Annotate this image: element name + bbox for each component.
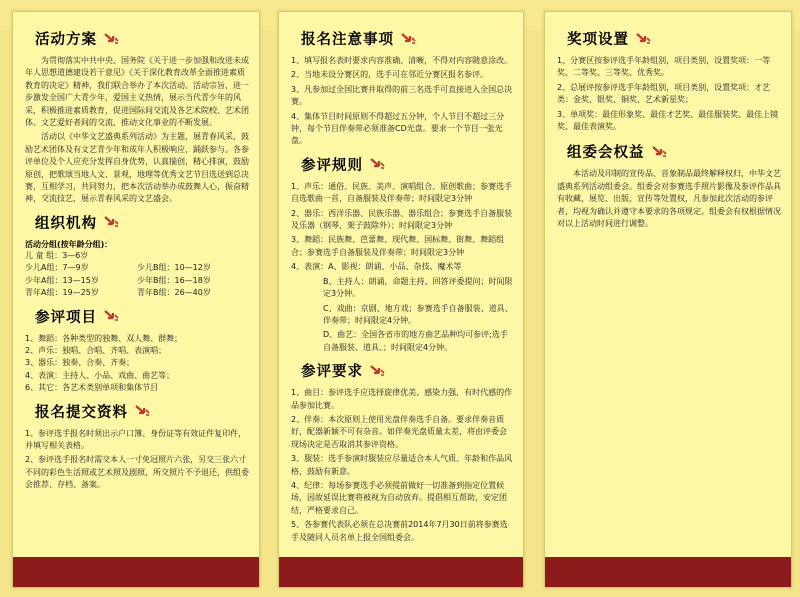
list-item: 1、舞蹈：各种类型的独舞、双人舞、群舞； bbox=[25, 333, 183, 343]
heading-organization: 组织机构 bbox=[35, 215, 97, 232]
list-item: 少儿B组：10—12岁 bbox=[137, 263, 211, 273]
section-heading bbox=[35, 28, 249, 49]
paragraph: 活动以《中华文艺盛典系列活动》为主题，展青春风采，鼓励艺术团体及有文艺青少年和成年人积极响应，踊跃参与。各参评单位及个人应充分发挥自身优势，认真揣创，精心排演，鼓励原创，把歌颂当地人文、景观，地理等优秀文艺节目选送到总决赛，互相学习，共同努力，把本次活动举办成鼓舞人心，振奋精神，交流技艺，展示青春风采的文艺盛会。 bbox=[25, 132, 249, 204]
panel-right bbox=[544, 11, 792, 588]
arrow-icon bbox=[103, 33, 119, 45]
age-group-subtitle: 活动分组(按年龄分组)： bbox=[25, 239, 113, 249]
heading-committee-rights: 组委会权益 bbox=[567, 145, 645, 162]
arrow-icon bbox=[369, 158, 385, 170]
heading-rules: 参评规则 bbox=[301, 157, 363, 174]
list-item: 3、单项奖：最佳形象奖、最佳才艺奖、最佳服装奖、最佳上镜奖、最佳表演奖。 bbox=[557, 109, 779, 132]
heading-submission: 报名提交资料 bbox=[35, 404, 128, 421]
list-item: C、戏曲：京剧、地方戏；参赛选手自备服装、道具、伴奏带；时间限定4分钟。 bbox=[323, 303, 513, 325]
section-heading bbox=[301, 360, 513, 381]
panel-left bbox=[12, 11, 260, 588]
list-item: 少儿A组：7—9岁 bbox=[25, 263, 89, 273]
section-heading bbox=[35, 401, 249, 422]
list-item: 1、曲目：参评选手应选择旋律优美、感染力强，有时代感的作品参加比赛。 bbox=[291, 388, 513, 410]
list-item: 3、器乐：独奏、合奏、齐奏； bbox=[25, 358, 135, 368]
paragraph: 为贯彻落实中共中央、国务院《关于进一步加强和改进未成年人思想道德建设若干意见》《关于深化教育改革全面推进素质教育的决定》精神，我们联合举办了本次活动。活动宗旨，进一步激发全国广大青少年，爱国主义热情，展示当代青少年的风采，积极推进素质教育，促进国际间交流及各艺术院校、艺术团体、文艺爱好者间的交流，推动文化事业的不断发展。 bbox=[25, 56, 249, 128]
list-item: 6、其它：各艺术类别单项和集体节目 bbox=[25, 383, 159, 393]
panel-footer-band bbox=[279, 557, 523, 587]
list-item: 1、分赛区按参评选手年龄组别，项目类别，设置奖项：一等奖、二等奖、三等奖、优秀奖。 bbox=[557, 56, 771, 78]
section-heading bbox=[35, 212, 249, 233]
list-item: 2、总展评按参评选手年龄组别，项目类别，设置奖项：才艺类：金奖、银奖、铜奖、艺术新星奖； bbox=[557, 82, 771, 105]
list-item: 2、伴奏：本次原则上使用光盘伴奏选手自备。要求伴奏音质好，配器新颖不可有杂音。如伴奏光盘质量太差，将由评委会现场决定是否取消其参评资格。 bbox=[291, 414, 507, 449]
list-item: 4、集体节目时间原则不得超过五分钟，个人节目不超过三分钟，每个节目伴奏带必须准备CD光盘。要求一个节目一张光盘。 bbox=[291, 111, 505, 146]
list-item: 青年B组：26—40岁 bbox=[137, 288, 211, 298]
heading-requirements: 参评要求 bbox=[301, 364, 363, 381]
panel-footer-band bbox=[13, 557, 259, 587]
list-item: B、主持人：朗诵，命题主持、回答评委提问；时间限定3分钟。 bbox=[323, 276, 513, 299]
list-item: 3、凡参加过全国比赛并取得的前三名选手可直接进入全国总决赛。 bbox=[291, 84, 513, 107]
list-item: D、曲艺：全国各省市的地方曲艺品种均可参评;选手自备服装、道具、；时间限定4分钟。 bbox=[323, 330, 508, 352]
list-item: 3、舞蹈：民族舞、芭蕾舞、现代舞、国标舞、街舞、舞蹈组合；参赛选手自备服装及伴奏带；时间限定3分钟 bbox=[291, 235, 505, 257]
heading-categories: 参评项目 bbox=[35, 309, 97, 326]
panel-footer-band bbox=[545, 557, 791, 587]
heading-registration-notes: 报名注意事项 bbox=[301, 32, 394, 48]
list-item: 少年A组：13—15岁 bbox=[25, 275, 99, 285]
list-item: 4、纪律：每场参赛选手必须提前做好一切准备到指定位置候场，因故延误比赛将被视为自动放弃。提倡相互帮助，安定团结，严格要求自己。 bbox=[291, 480, 507, 515]
list-item: 1、填写报名表时要求内容准确、清晰，不得对内容随意涂改。 bbox=[291, 56, 513, 65]
arrow-icon bbox=[103, 216, 119, 228]
list-item: 3、服装：选手参演时服装应尽量适合本人气质、年龄和作品风格，鼓励有新意。 bbox=[291, 454, 513, 476]
panel-middle bbox=[278, 11, 524, 588]
arrow-icon bbox=[134, 405, 150, 417]
paragraph: 本活动及印制的宣传品、音象制品最终解释权归，中华文艺盛典系列活动组委会。组委会对参赛选手照片影像及参评作品具有收藏、展览、出版、宣传等处置权，凡参加此次活动的参评者，均视为确认并遵守本要求的各项规定。组委会有权根据情况对以上活动时间进行调整。 bbox=[557, 169, 781, 229]
list-item: 2、当地未设分赛区的，选手可在邻近分赛区报名参评。 bbox=[291, 70, 489, 80]
section-heading bbox=[35, 306, 249, 327]
list-item: 2、器乐：西洋乐器、民族乐器、器乐组合；参赛选手自备服装及乐器（钢琴、架子鼓除外）；时间限定3分钟 bbox=[291, 208, 513, 231]
arrow-icon bbox=[103, 310, 119, 322]
age-group-list bbox=[25, 250, 249, 300]
list-item: 1、参评选手报名时须出示户口簿、身份证等有效证件复印件，并填写相关表格。 bbox=[25, 428, 247, 450]
arrow-icon bbox=[635, 33, 651, 45]
list-item: 青年A组：19—25岁 bbox=[25, 288, 99, 298]
arrow-icon bbox=[651, 146, 667, 158]
section-heading bbox=[301, 28, 513, 49]
arrow-icon bbox=[369, 365, 385, 377]
list-item: 1、声乐：通俗、民族、美声、演唱组合、原创歌曲；参赛选手自选歌曲一首，自备服装及伴奏带；时间限定3分钟 bbox=[291, 181, 513, 204]
list-item: 少年B组：16—18岁 bbox=[137, 275, 211, 285]
list-item: 2、参评选手报名时需交本人一寸免冠照片六张，另交三张六寸不同的彩色生活照或艺术照及剧照，所交照片不予退还，供组委会推荐、存档、备案。 bbox=[25, 455, 249, 490]
section-heading bbox=[567, 28, 781, 49]
list-item: 2、声乐：独唱、合唱、齐唱、表演唱； bbox=[25, 345, 167, 355]
section-heading bbox=[567, 141, 781, 162]
section-heading bbox=[301, 154, 513, 175]
list-item: 4、表演：A、影视：朗诵、小品、杂技、魔术等 bbox=[291, 262, 462, 272]
list-item: 儿 童 组：3—6岁 bbox=[25, 250, 89, 260]
arrow-icon bbox=[400, 33, 416, 45]
heading-awards: 奖项设置 bbox=[567, 32, 629, 48]
list-item: 4、表演：主持人、小品、戏曲、曲艺等； bbox=[25, 370, 175, 380]
list-item: 5、各参赛代表队必须在总决赛前2014年7月30日前将参赛选手及随同人员名单上报全国组委会。 bbox=[291, 520, 508, 542]
heading-activity-plan: 活动方案 bbox=[35, 32, 97, 48]
